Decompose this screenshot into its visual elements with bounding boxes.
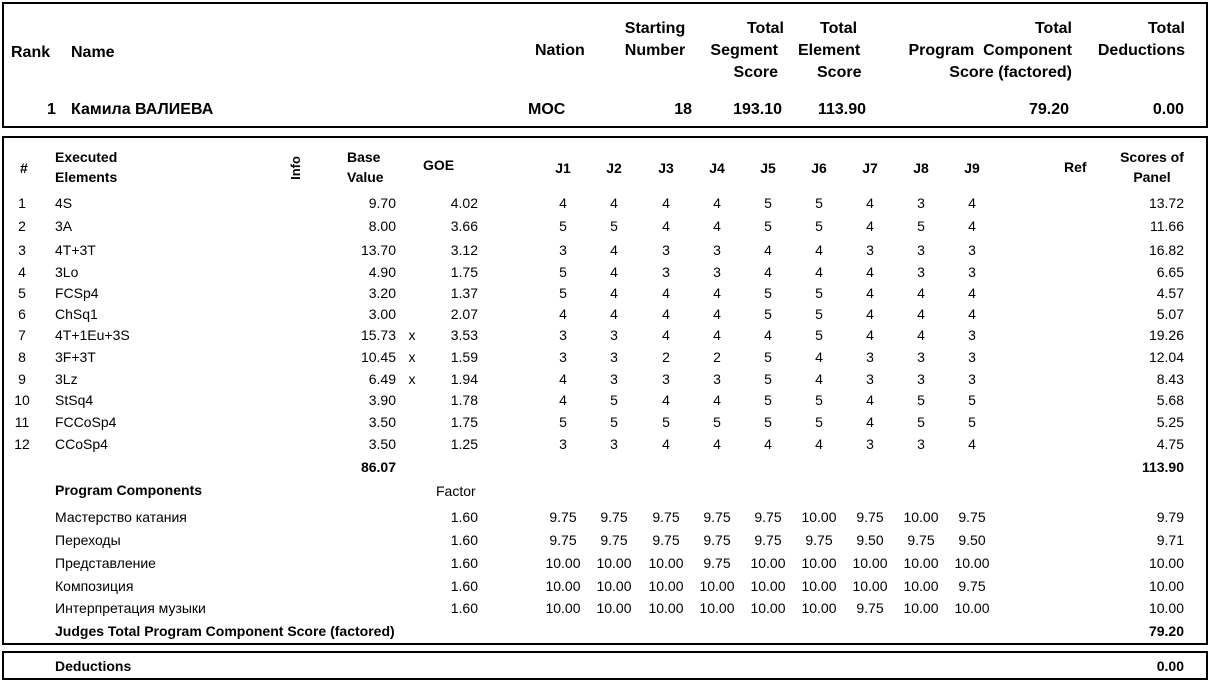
judge-score: 5 [559,264,567,280]
component-factor: 1.60 [450,555,478,571]
component-judge-score: 9.50 [958,532,986,548]
judge-score: 2 [713,349,721,365]
judge-score: 4 [866,264,874,280]
component-name: Интерпретация музыки [55,600,206,616]
base-value: 3.50 [368,414,396,430]
judge-score: 5 [917,392,925,408]
panel-total: 113.90 [1141,459,1184,475]
component-judge-score: 10.00 [699,600,735,616]
judge-score: 4 [610,285,618,301]
judge-score: 2 [662,349,670,365]
judge-header: J3 [658,160,674,176]
judge-score: 4 [968,285,976,301]
panel-score: 5.07 [1156,306,1184,322]
judge-score: 3 [968,349,976,365]
element-number: 1 [18,195,26,211]
element-number: 2 [18,218,26,234]
judge-score: 4 [713,306,721,322]
component-judge-score: 9.75 [856,509,884,525]
goe-value: 4.02 [450,195,478,211]
judge-score: 3 [662,264,670,280]
judge-score: 3 [662,242,670,258]
component-judge-score: 9.50 [856,532,884,548]
judge-score: 4 [610,306,618,322]
element-code: 3Lo [55,264,79,280]
name-header: Name [71,44,115,61]
judge-score: 4 [764,436,772,452]
judge-score: 4 [713,392,721,408]
component-judge-score: 10.00 [545,600,581,616]
info-flag: x [408,327,416,343]
goe-value: 3.12 [450,242,478,258]
base-value: 10.45 [360,349,396,365]
component-judge-score: 9.75 [856,600,884,616]
component-factor: 1.60 [450,532,478,548]
judge-score: 5 [764,285,772,301]
element-code: 3F+3T [55,349,96,365]
judge-score: 4 [713,327,721,343]
judge-header: J5 [760,160,776,176]
component-factor: 1.60 [450,578,478,594]
judge-score: 4 [917,327,925,343]
component-judge-score: 10.00 [750,555,786,571]
judge-score: 4 [610,264,618,280]
judge-score: 5 [764,414,772,430]
component-name: Представление [55,555,156,571]
component-panel-score: 10.00 [1148,578,1184,594]
component-factor: 1.60 [450,509,478,525]
judge-score: 5 [610,392,618,408]
judge-score: 5 [815,285,823,301]
judge-header: J9 [964,160,980,176]
base-value: 3.90 [368,392,396,408]
judge-score: 3 [559,242,567,258]
base-value: 3.20 [368,285,396,301]
judge-score: 3 [917,436,925,452]
judge-score: 5 [662,414,670,430]
element-number: 9 [18,371,26,387]
judge-score: 5 [559,414,567,430]
skater-nation: MOC [528,101,566,118]
tss-header: Total Segment Score [710,20,784,81]
base-value: 3.00 [368,306,396,322]
judge-score: 4 [662,327,670,343]
judge-score: 4 [968,218,976,234]
tss-value: 193.10 [733,101,782,118]
judge-score: 4 [662,218,670,234]
judge-score: 3 [968,242,976,258]
component-judge-score: 10.00 [648,600,684,616]
tes-value: 113.90 [817,101,866,118]
component-judge-score: 9.75 [805,532,833,548]
judge-score: 4 [968,195,976,211]
judge-score: 3 [713,371,721,387]
component-panel-score: 10.00 [1148,600,1184,616]
component-judge-score: 10.00 [852,578,888,594]
component-judge-score: 9.75 [703,555,731,571]
element-number: 5 [18,285,26,301]
judge-score: 4 [559,195,567,211]
goe-value: 1.75 [450,264,478,280]
judge-score: 5 [610,218,618,234]
component-judge-score: 10.00 [801,578,837,594]
judge-score: 4 [559,306,567,322]
goe-value: 1.94 [450,371,478,387]
judge-score: 4 [662,436,670,452]
deductions-label: Deductions [55,658,132,674]
goe-value: 1.59 [450,349,478,365]
element-number: 3 [18,242,26,258]
panel-score: 16.82 [1148,242,1184,258]
num-header: # [20,160,28,176]
goe-value: 1.37 [450,285,478,301]
judge-score: 4 [968,436,976,452]
element-number: 12 [14,436,30,452]
executed-header: Executed Elements [55,149,118,185]
component-judge-score: 10.00 [801,555,837,571]
goe-value: 1.25 [450,436,478,452]
judge-score: 4 [713,195,721,211]
component-judge-score: 9.75 [754,532,782,548]
component-judge-score: 9.75 [958,509,986,525]
panel-header: Scores of Panel [1120,149,1184,185]
judge-score: 3 [559,349,567,365]
judge-score: 5 [559,218,567,234]
element-code: 3Lz [55,371,78,387]
base-total: 86.07 [360,459,396,475]
judge-score: 3 [610,349,618,365]
judge-score: 4 [662,392,670,408]
info-flag: x [408,371,416,387]
judge-score: 4 [764,264,772,280]
judge-score: 3 [662,371,670,387]
goe-header: GOE [423,157,455,173]
judge-score: 4 [968,306,976,322]
element-code: CCoSp4 [55,436,108,452]
judge-score: 4 [764,327,772,343]
panel-score: 5.68 [1156,392,1184,408]
judge-score: 5 [713,414,721,430]
pcs-value: 79.20 [1028,101,1069,118]
judge-score: 5 [559,285,567,301]
element-code: 3A [55,218,73,234]
panel-score: 6.65 [1156,264,1184,280]
component-judge-score: 9.75 [600,532,628,548]
judge-score: 4 [764,242,772,258]
element-number: 8 [18,349,26,365]
judge-header: J8 [913,160,929,176]
panel-score: 8.43 [1156,371,1184,387]
judge-score: 3 [917,242,925,258]
judge-score: 3 [917,349,925,365]
judge-score: 5 [764,392,772,408]
judge-score: 4 [559,371,567,387]
judge-score: 4 [713,218,721,234]
judge-score: 3 [559,436,567,452]
info-header: Info [288,156,303,180]
judge-score: 5 [815,414,823,430]
judge-score: 3 [610,371,618,387]
base-header: Base Value [347,149,384,185]
skater-rank: 1 [47,101,56,118]
component-judge-score: 9.75 [600,509,628,525]
component-judge-score: 10.00 [852,555,888,571]
component-name: Мастерство катания [55,509,187,525]
rank-header: Rank [11,44,51,61]
element-number: 6 [18,306,26,322]
judge-score: 3 [968,371,976,387]
component-judge-score: 10.00 [801,509,837,525]
judge-score: 4 [815,264,823,280]
component-judge-score: 9.75 [652,532,680,548]
judge-score: 5 [764,371,772,387]
component-judge-score: 10.00 [545,578,581,594]
base-value: 8.00 [368,218,396,234]
judge-score: 4 [866,414,874,430]
judge-score: 5 [815,195,823,211]
component-judge-score: 9.75 [958,578,986,594]
judge-score: 3 [917,195,925,211]
element-code: FCCoSp4 [55,414,117,430]
ref-header: Ref [1064,159,1087,175]
component-judge-score: 10.00 [596,555,632,571]
component-name: Композиция [55,578,134,594]
element-number: 4 [18,264,26,280]
component-judge-score: 10.00 [903,600,939,616]
judge-score: 5 [764,306,772,322]
goe-value: 1.78 [450,392,478,408]
component-judge-score: 10.00 [954,600,990,616]
judge-score: 5 [815,218,823,234]
deductions-box [2,651,1208,680]
component-judge-score: 9.75 [549,509,577,525]
component-panel-score: 9.71 [1156,532,1184,548]
judge-score: 4 [815,242,823,258]
judge-score: 4 [815,436,823,452]
judge-score: 3 [610,327,618,343]
judge-score: 5 [968,414,976,430]
component-name: Переходы [55,532,121,548]
judge-score: 4 [713,436,721,452]
component-panel-score: 10.00 [1148,555,1184,571]
element-code: FCSp4 [55,285,99,301]
judge-score: 4 [917,285,925,301]
judge-score: 4 [815,349,823,365]
judge-score: 5 [764,195,772,211]
starting-number-value: 18 [674,101,692,118]
base-value: 6.49 [368,371,396,387]
judge-score: 4 [610,242,618,258]
component-judge-score: 10.00 [954,555,990,571]
component-judge-score: 9.75 [549,532,577,548]
component-judge-score: 10.00 [648,578,684,594]
skater-name: Камила ВАЛИЕВА [71,101,214,118]
judge-score: 4 [866,285,874,301]
judge-score: 5 [764,349,772,365]
component-judge-score: 10.00 [801,600,837,616]
goe-value: 3.53 [450,327,478,343]
base-value: 15.73 [360,327,396,343]
pcs-header: Total Program Component Score (factored) [908,20,1072,81]
judge-score: 5 [917,414,925,430]
component-factor: 1.60 [450,600,478,616]
judge-score: 4 [866,218,874,234]
judge-score: 3 [866,436,874,452]
component-judge-score: 10.00 [648,555,684,571]
component-judge-score: 10.00 [596,578,632,594]
judge-header: J7 [862,160,878,176]
judge-score: 4 [866,392,874,408]
judge-score: 4 [610,195,618,211]
judge-score: 3 [713,242,721,258]
judge-score: 3 [866,371,874,387]
judge-score: 4 [559,392,567,408]
judge-header: J1 [555,160,571,176]
component-judge-score: 10.00 [903,578,939,594]
judge-score: 5 [815,306,823,322]
element-number: 11 [14,414,30,430]
element-code: 4T+1Eu+3S [55,327,130,343]
starting-number-header: Starting Number [624,20,686,59]
judge-score: 3 [713,264,721,280]
element-code: StSq4 [55,392,94,408]
judge-score: 4 [662,195,670,211]
judge-score: 3 [559,327,567,343]
component-judge-score: 9.75 [754,509,782,525]
judge-score: 4 [662,285,670,301]
judge-score: 3 [968,327,976,343]
judge-score: 3 [917,264,925,280]
panel-score: 4.57 [1156,285,1184,301]
judge-header: J4 [709,160,725,176]
judge-score: 5 [815,327,823,343]
judge-score: 3 [917,371,925,387]
judge-score: 5 [815,392,823,408]
base-value: 13.70 [360,242,396,258]
factor-header: Factor [436,483,476,499]
judge-score: 4 [815,371,823,387]
goe-value: 1.75 [450,414,478,430]
base-value: 4.90 [368,264,396,280]
component-judge-score: 9.75 [703,509,731,525]
component-judge-score: 10.00 [903,509,939,525]
component-judge-score: 9.75 [652,509,680,525]
judge-score: 5 [917,218,925,234]
component-judge-score: 10.00 [596,600,632,616]
judge-score: 3 [866,242,874,258]
ded-value: 0.00 [1152,101,1184,118]
panel-score: 19.26 [1148,327,1184,343]
judge-score: 5 [764,218,772,234]
judge-score: 4 [713,285,721,301]
judge-score: 4 [662,306,670,322]
element-code: ChSq1 [55,306,98,322]
component-judge-score: 9.75 [703,532,731,548]
judge-header: J2 [606,160,622,176]
judge-header: J6 [811,160,827,176]
base-value: 9.70 [368,195,396,211]
component-judge-score: 10.00 [545,555,581,571]
judge-score: 4 [866,306,874,322]
judge-score: 4 [917,306,925,322]
deductions-value: 0.00 [1156,658,1184,674]
panel-score: 4.75 [1156,436,1184,452]
panel-score: 13.72 [1148,195,1184,211]
judge-score: 5 [968,392,976,408]
judge-score: 4 [866,195,874,211]
panel-score: 12.04 [1148,349,1184,365]
components-total-value: 79.20 [1148,623,1184,639]
components-title: Program Components [55,482,203,498]
ded-header: Total Deductions [1097,20,1185,59]
judge-score: 3 [866,349,874,365]
base-value: 3.50 [368,436,396,452]
element-code: 4S [55,195,73,211]
component-panel-score: 9.79 [1156,509,1184,525]
component-judge-score: 9.75 [907,532,935,548]
judge-score: 3 [610,436,618,452]
components-total-label: Judges Total Program Component Score (factored) [55,623,395,639]
judge-score: 4 [866,327,874,343]
goe-value: 3.66 [450,218,478,234]
element-code: 4T+3T [55,242,96,258]
judge-score: 5 [610,414,618,430]
panel-score: 11.66 [1150,218,1184,234]
component-judge-score: 10.00 [750,578,786,594]
component-judge-score: 10.00 [699,578,735,594]
tes-header: Total Element Score [798,20,862,81]
element-number: 10 [14,392,30,408]
element-number: 7 [18,327,26,343]
component-judge-score: 10.00 [903,555,939,571]
component-judge-score: 10.00 [750,600,786,616]
judge-score: 3 [968,264,976,280]
info-flag: x [408,349,416,365]
goe-value: 2.07 [450,306,478,322]
panel-score: 5.25 [1156,414,1184,430]
nation-header: Nation [535,42,585,59]
